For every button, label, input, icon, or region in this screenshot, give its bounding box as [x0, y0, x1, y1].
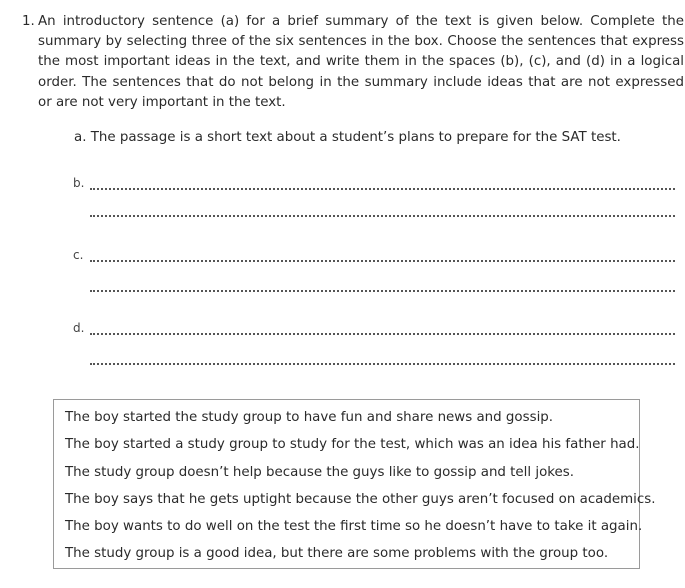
option-sentence-1: The boy started the study group to have fun and share news and gossip.: [65, 410, 554, 425]
sentence-options-box: [53, 399, 656, 569]
answer-line-c1: [90, 260, 675, 262]
summary-label-b: b.: [73, 176, 85, 190]
summary-blank-c[interactable]: [73, 248, 675, 264]
summary-blank-b[interactable]: [73, 176, 675, 192]
answer-line-b2[interactable]: [90, 215, 675, 217]
answer-line-d2[interactable]: [90, 363, 675, 365]
option-sentence-2: The boy started a study group to study for the test, which was an idea his father had.: [65, 437, 640, 453]
answer-line-c2[interactable]: [90, 290, 675, 292]
answer-line-d1: [90, 333, 675, 335]
summary-blank-d[interactable]: [73, 321, 675, 337]
summary-label-d: d.: [73, 321, 85, 335]
question-number: 1.: [22, 14, 35, 29]
question-instructions: An introductory sentence (a) for a brief summary of the text is given below. Complete the summary by selecting three of the six sentences in the box. Choose the sentences that express the most important ideas in the text, and write them in the spaces (b), (c), and (d) in a logical order. The sentences that do not belong in the summary include ideas that are not expressed or are not very important in the text.: [38, 14, 684, 110]
summary-label-c: c.: [73, 248, 84, 262]
option-sentence-5: The boy wants to do well on the test the first time so he doesn’t have to take it again.: [65, 519, 643, 535]
answer-line-b1: [90, 188, 675, 190]
option-sentence-3: The study group doesn’t help because the guys like to gossip and tell jokes.: [65, 464, 575, 480]
option-sentence-4: The boy says that he gets uptight because the other guys aren’t focused on academics.: [65, 491, 656, 507]
question-block: [22, 12, 684, 113]
option-sentence-6: The study group is a good idea, but there are some problems with the group too.: [65, 546, 609, 562]
summary-sentence-a: a. The passage is a short text about a student’s plans to prepare for the SAT test.: [74, 130, 621, 145]
